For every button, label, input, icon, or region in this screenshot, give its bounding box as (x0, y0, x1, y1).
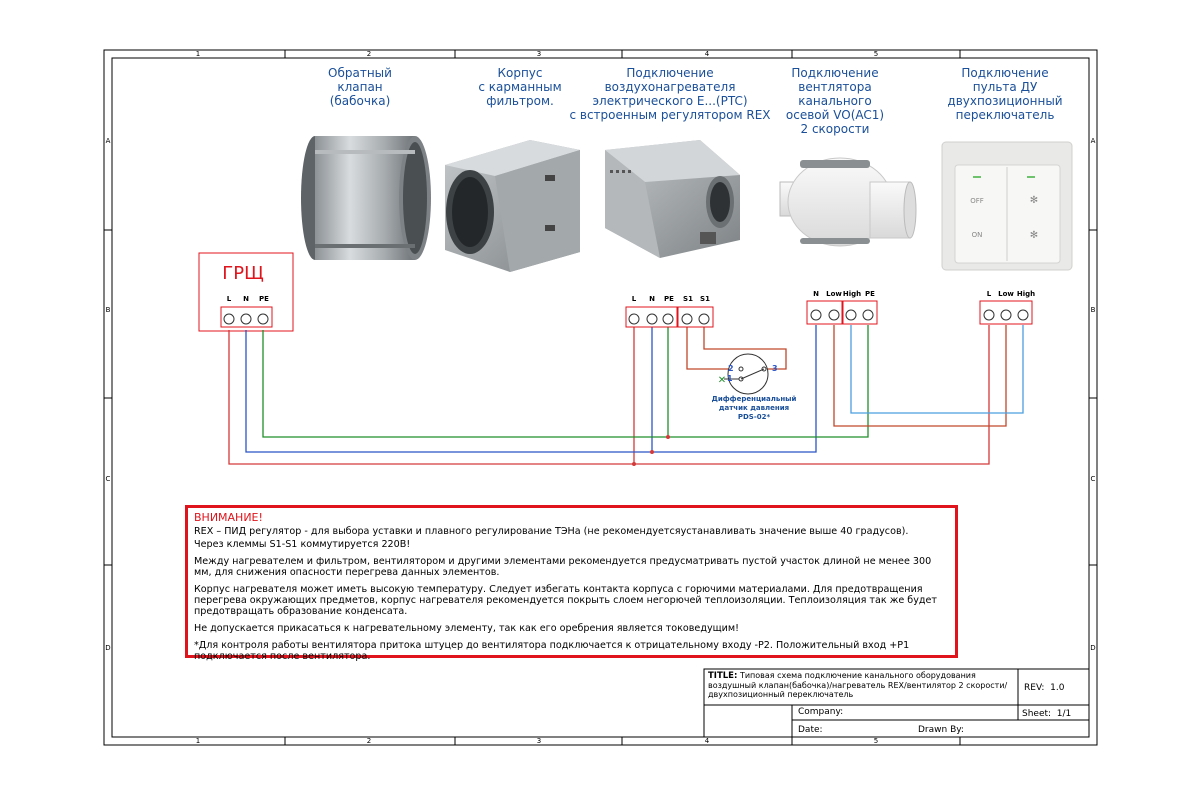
heater-terminal-label: S1 (683, 295, 693, 303)
warning-paragraph-5: Не допускается прикасаться к нагревательному элементу, так как его оребрения является токоведущим! (194, 623, 739, 634)
row-label-left-c: C (105, 475, 111, 483)
wire-brown-low (834, 325, 1006, 426)
title-block-title (708, 671, 1016, 699)
wire-green-pe (263, 325, 868, 437)
title-text: Типовая схема подключение канального оборудования воздушный клапан(бабочка)/нагреватель REX/вентилятор 2 скорости/ двухпозиционный переключатель (708, 671, 1008, 699)
row-label-left-a: A (105, 137, 111, 145)
wire-sensor-s1a (687, 327, 732, 369)
heater-terminal-label: S1 (700, 295, 710, 303)
remote-terminal-label: L (986, 290, 992, 298)
col-label-bottom-5: 5 (873, 737, 879, 745)
company-label: Company: (798, 707, 844, 717)
warning-paragraph-1: REX – ПИД регулятор - для выбора уставки и плавного регулирование ТЭНа (не рекомендуетсяустанавливать значение выше 40 градусов). (194, 526, 909, 537)
fan-terminal-label: PE (865, 290, 875, 298)
warning-paragraph-4: Корпус нагревателя может иметь высокую температуру. Следует избегать контакта корпуса с горючими материалами. Для предотвращения перегрева окружающих предметов, корпус нагревателя рекомендуется покрыть слоем негорючей теплоизоляции. Теплоизоляция так же будет предотвращать образование конденсата. (194, 584, 938, 617)
remote-terminal-label: High (1016, 290, 1036, 298)
fan-symbol-icon-top: ✻ (1029, 195, 1039, 206)
sensor-caption-line2: датчик давления (718, 404, 790, 412)
damper-image (301, 136, 431, 260)
rev-label: REV: (1024, 683, 1045, 693)
fan-symbol-icon-bottom: ✻ (1029, 230, 1039, 241)
sheet-field (1022, 709, 1071, 719)
sensor-pin-2: 2 (728, 364, 734, 373)
label-fan: Подключение вентлятора канального осевой VO(AC1) 2 скорости (785, 66, 885, 136)
wiring (229, 325, 1023, 466)
col-label-top-5: 5 (873, 50, 879, 58)
filter-housing-image (445, 140, 580, 272)
drawn-by-label: Drawn By: (918, 725, 964, 735)
heater-terminal-label: N (649, 295, 655, 303)
heater-image (605, 140, 740, 258)
grsch-terminal-label: N (243, 295, 249, 303)
heater-terminal-block (626, 307, 713, 327)
switch-on-label: ON (971, 231, 983, 239)
pressure-sensor (712, 354, 797, 421)
fan-image (780, 158, 916, 246)
heater-terminal-label: PE (664, 295, 674, 303)
heater-terminal-label: L (631, 295, 637, 303)
label-damper: Обратный клапан (бабочка) (328, 66, 392, 108)
col-label-top-4: 4 (704, 50, 710, 58)
grsch-terminal-label: L (226, 295, 232, 303)
sheet-value: 1/1 (1056, 709, 1072, 719)
warning-box (185, 505, 958, 662)
row-label-left-b: B (105, 306, 111, 314)
col-label-bottom-3: 3 (536, 737, 542, 745)
rev-field (1024, 683, 1064, 693)
row-label-right-c: C (1090, 475, 1096, 483)
fan-terminal-label: Low (826, 290, 842, 298)
fan-terminal-block (807, 301, 877, 324)
row-label-right-d: D (1090, 644, 1096, 652)
row-label-right-b: B (1090, 306, 1096, 314)
row-label-left-d: D (105, 644, 111, 652)
col-label-bottom-2: 2 (366, 737, 372, 745)
wire-lightblue-high (851, 325, 1023, 413)
sensor-caption-line3: PDS-02* (737, 413, 771, 421)
sensor-x-icon: ✕ (717, 375, 727, 386)
col-label-top-1: 1 (195, 50, 201, 58)
remote-switch-image (942, 142, 1072, 270)
date-label: Date: (798, 725, 823, 735)
sensor-pin-1: 1 (727, 374, 733, 383)
warning-paragraph-2: Через клеммы S1-S1 коммутируется 220В! (194, 539, 411, 550)
remote-terminal-block (980, 301, 1032, 324)
sensor-caption-line1: Дифференциальный (711, 395, 797, 403)
remote-terminal-label: Low (998, 290, 1014, 298)
label-filter-housing: Корпус с карманным фильтром. (478, 66, 562, 108)
warning-paragraph-6: *Для контроля работы вентилятора притока штуцер до вентилятора подключается к отрицательному входу -P2. Положительный вход +P1 подключается после вентилятора. (194, 640, 910, 662)
warning-title: ВНИМАНИЕ! (194, 511, 263, 524)
wire-blue-neutral (246, 325, 816, 452)
label-heater: Подключение воздухонагревателя электрического Е...(PTC) с встроенным регулятором REX (569, 66, 771, 122)
sensor-pin-3: 3 (772, 364, 778, 373)
title-label: TITLE: (708, 671, 738, 681)
col-label-top-3: 3 (536, 50, 542, 58)
grsch-terminal-block (221, 307, 272, 327)
wire-red-mains (229, 325, 989, 464)
grsch-terminal-label: PE (259, 295, 269, 303)
rev-value: 1.0 (1050, 683, 1065, 693)
col-label-bottom-4: 4 (704, 737, 710, 745)
label-remote: Подключение пульта ДУ двухпозиционный переключатель (947, 66, 1063, 122)
warning-paragraph-3: Между нагревателем и фильтром, вентилятором и другими элементами рекомендуется предусматривать пустой участок длиной не менее 300 мм, для снижения опасности перегрева данных элементов. (194, 556, 932, 578)
sheet-label: Sheet: (1022, 709, 1052, 719)
switch-off-label: OFF (970, 197, 984, 205)
grsch-title: ГРЩ (222, 263, 264, 284)
fan-terminal-label: N (813, 290, 819, 298)
fan-terminal-label: High (842, 290, 862, 298)
row-label-right-a: A (1090, 137, 1096, 145)
col-label-top-2: 2 (366, 50, 372, 58)
col-label-bottom-1: 1 (195, 737, 201, 745)
